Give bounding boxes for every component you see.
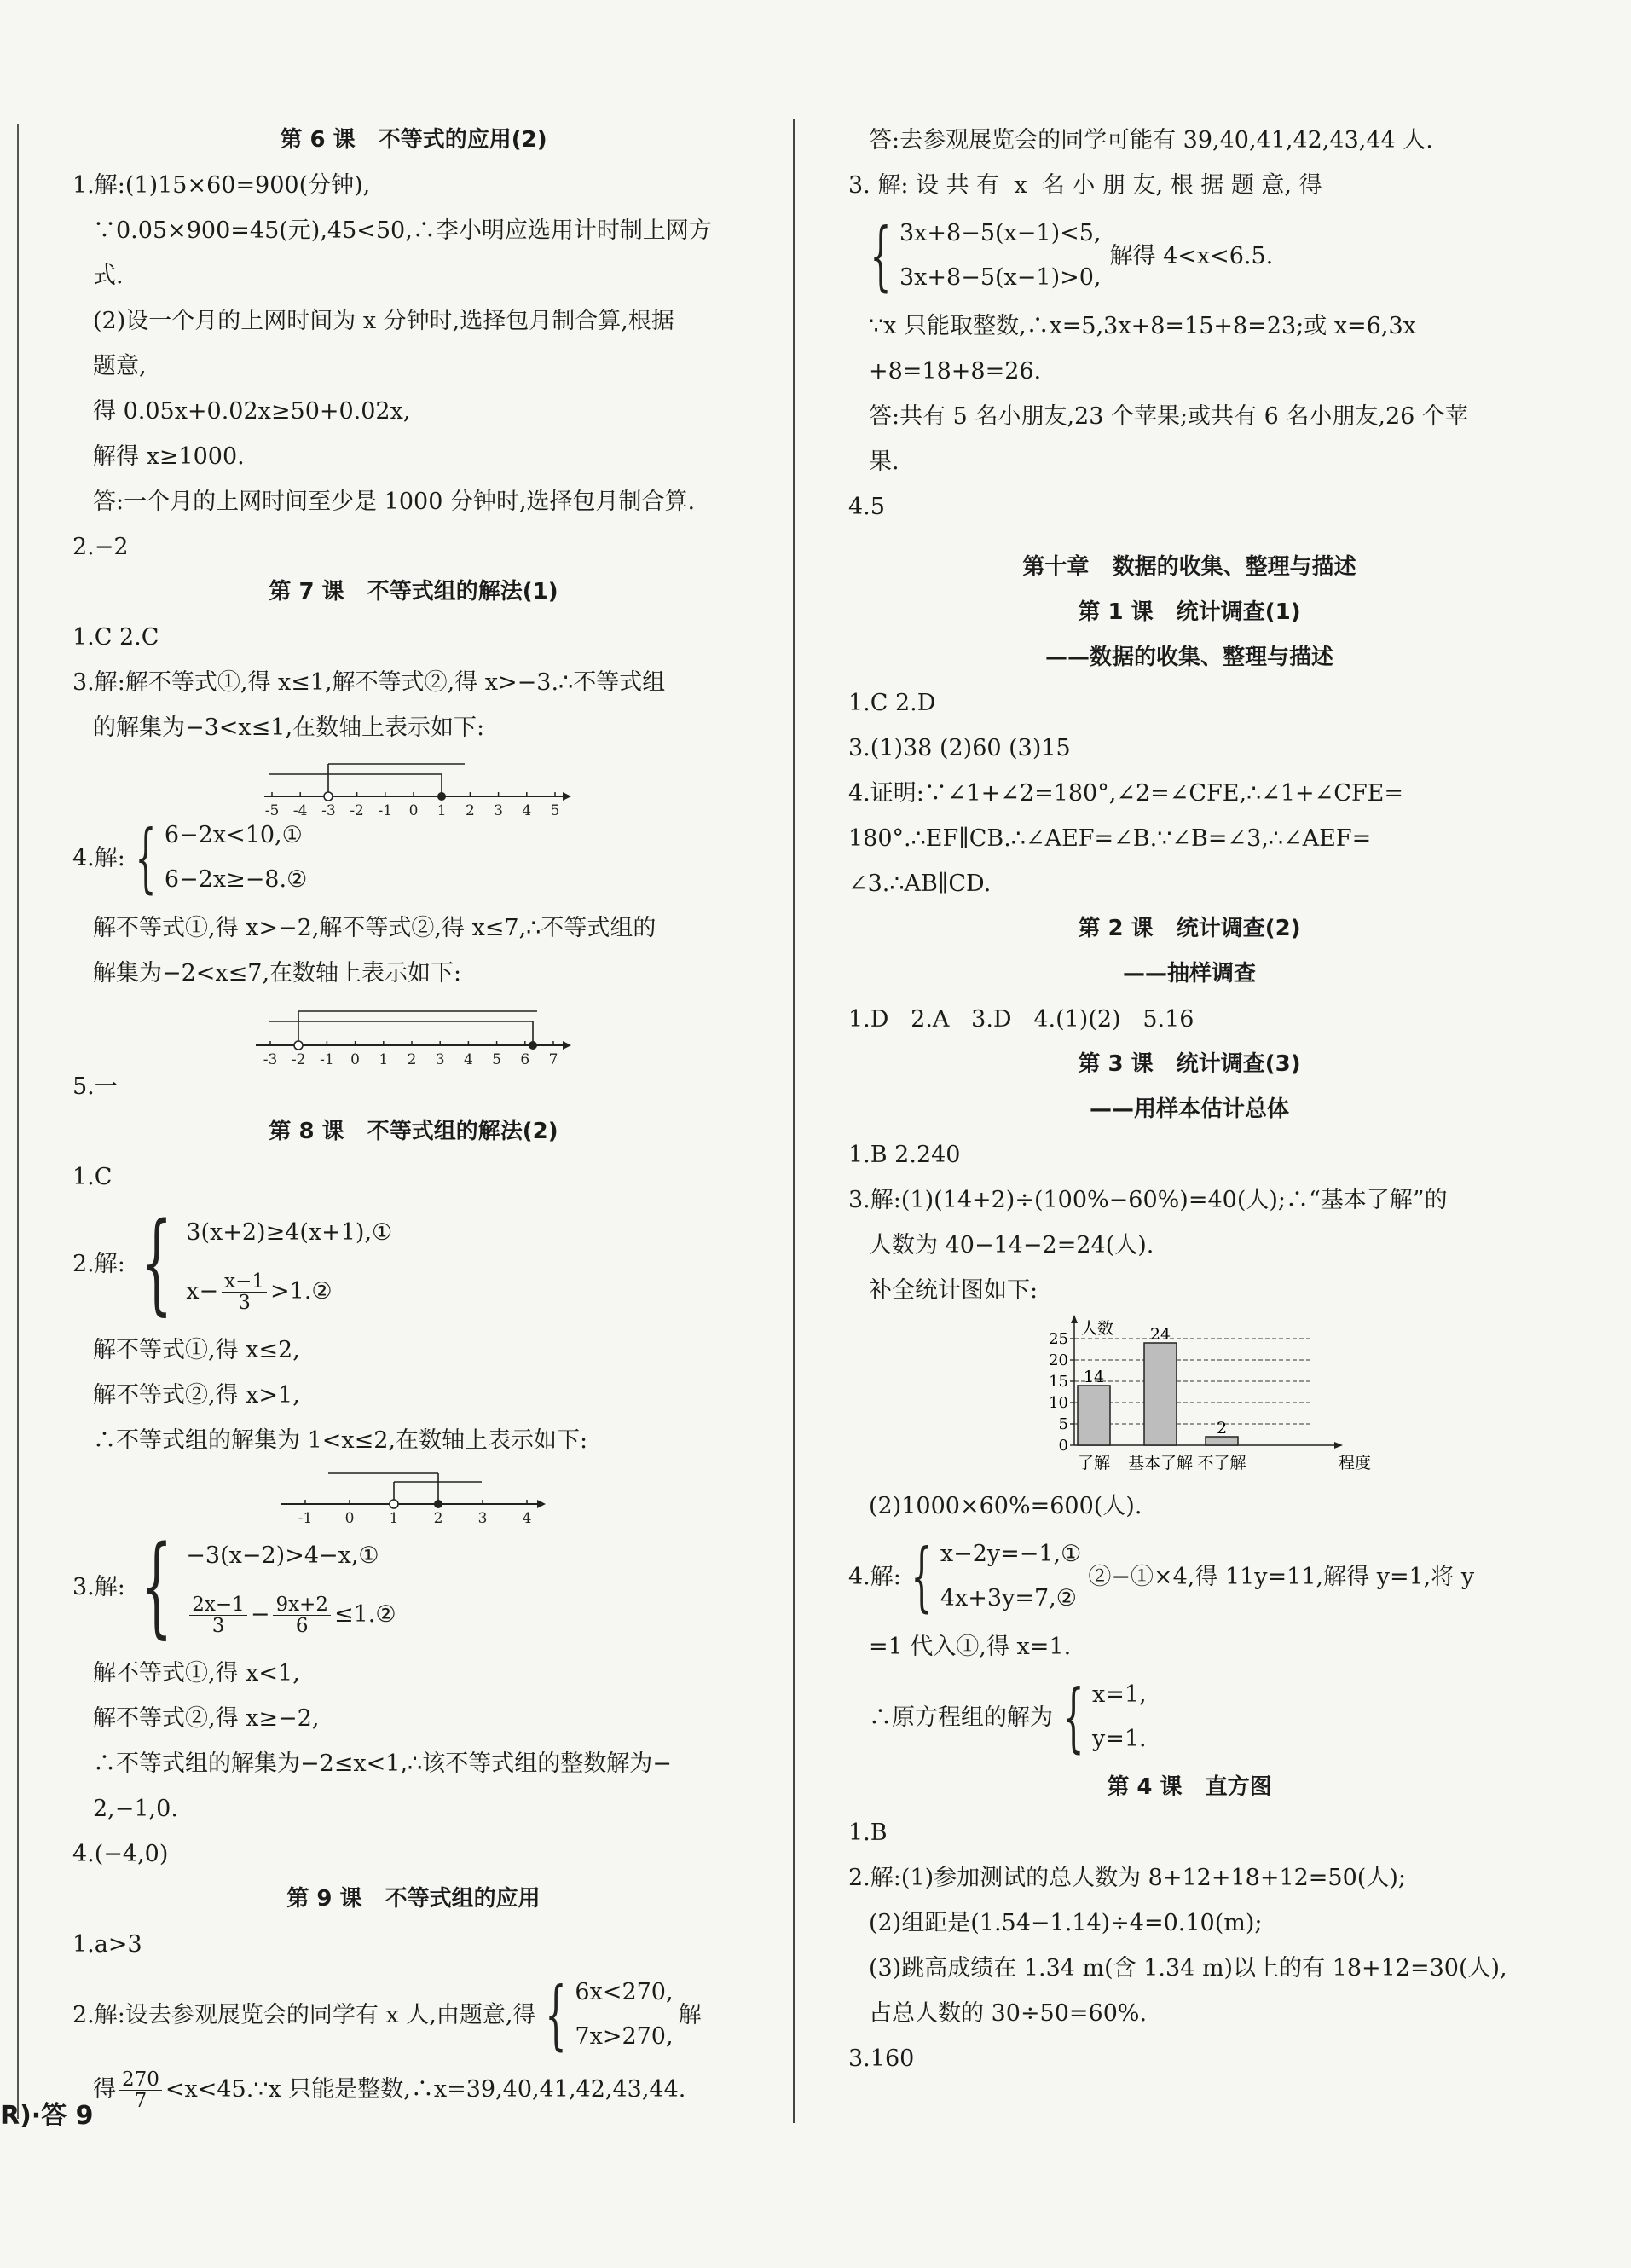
x-axis-label: 程度	[1339, 1454, 1372, 1472]
l8-q2-eq2: x− $\frac{x-1}{3}$ >1.②	[186, 1270, 333, 1315]
r-q3-eq1: 3x+8−5(x−1)<5,	[899, 220, 1102, 246]
l8-q3-system	[72, 1523, 755, 1651]
r-q3-line-b: ∵x 只能取整数,∴x=5,3x+8=15+8=23;或 x=6,3x	[869, 313, 1416, 339]
c4-q1: 1.B	[848, 1820, 888, 1846]
l8-q3-line-a: 解不等式①,得 x<1,	[93, 1660, 300, 1687]
x-category-label: 不了解	[1197, 1454, 1246, 1472]
l7-q4-line-b: 解集为−2<x≤7,在数轴上表示如下:	[93, 960, 462, 986]
c3-q4-prefix: 4.解:	[848, 1563, 901, 1590]
l8-q3-line-b: 解不等式②,得 x≥−2,	[93, 1705, 320, 1732]
l7-q3-line-a: 3.解:解不等式①,得 x≤1,解不等式②,得 x>−3.∴不等式组	[72, 669, 666, 696]
c3-subtitle: ——用样本估计总体	[1089, 1096, 1289, 1122]
c1-title: 第 1 课 统计调查(1)	[1078, 599, 1301, 625]
right-column	[848, 118, 1530, 2081]
l8-q4: 4.(−4,0)	[72, 1841, 169, 1867]
l6-q1-line-e: 题意,	[93, 353, 147, 379]
number-line-3-tick-label: 3	[477, 1510, 488, 1527]
l7-q4-eq2: 6−2x≥−8.②	[164, 866, 308, 893]
lesson-7-title: 第 7 课 不等式组的解法(1)	[269, 579, 558, 605]
l8-q2-system	[72, 1200, 755, 1328]
bar-value-label: 14	[1083, 1368, 1105, 1386]
c3-q4-solution-prefix: ∴原方程组的解为	[869, 1704, 1053, 1731]
c3-q4-eq1: x−2y=−1,①	[940, 1541, 1082, 1567]
c3-q3-line-c: 补全统计图如下:	[869, 1277, 1038, 1304]
l7-q4-eq1: 6−2x<10,①	[164, 822, 303, 848]
number-line-3-tick-label: -1	[298, 1510, 313, 1527]
l8-q1: 1.C	[72, 1164, 113, 1190]
l7-q1-q2: 1.C 2.C	[72, 624, 159, 651]
brace-icon: {	[911, 1532, 933, 1620]
l6-q1-line-f: 得 0.05x+0.02x≥50+0.02x,	[93, 398, 411, 425]
number-line-3-tick-label: 0	[344, 1510, 355, 1527]
number-line-2-tick-label: 7	[548, 1051, 558, 1068]
x-category-label: 了解	[1077, 1454, 1111, 1472]
l6-q1-line-g: 解得 x≥1000.	[93, 443, 245, 470]
number-line-1-tick-label: 3	[494, 802, 504, 819]
c3-q4-line-b: =1 代入①,得 x=1.	[869, 1634, 1072, 1660]
l6-q1-line-c: 式.	[93, 263, 124, 289]
r-q3-system	[848, 208, 1530, 304]
c1-q4-line-b: 180°.∴EF∥CB.∴∠AEF=∠B.∵∠B=∠3,∴∠AEF=	[848, 825, 1372, 852]
number-line-2	[72, 996, 755, 1068]
l8-q3-eq1: −3(x−2)>4−x,①	[186, 1542, 379, 1569]
brace-icon: {	[141, 1523, 172, 1650]
number-line-1-tick-label: -1	[378, 802, 393, 819]
l8-q2-eq1: 3(x+2)≥4(x+1),①	[186, 1218, 393, 1246]
l9-q2-prefix: 2.解:设去参观展览会的同学有 x 人,由题意,得	[72, 2001, 536, 2028]
l9-q2-eq2: 7x>270,	[575, 2023, 674, 2050]
x-category-label: 基本了解	[1127, 1454, 1194, 1472]
r-q4: 4.5	[848, 494, 885, 520]
bar-不了解	[1206, 1437, 1238, 1445]
l8-q3-line-c: ∴不等式组的解集为−2≤x<1,∴该不等式组的整数解为−	[93, 1750, 672, 1777]
number-line-2-tick-label: 4	[463, 1051, 473, 1068]
number-line-1-tick-label: 1	[437, 802, 447, 819]
number-line-1-tick-label: 2	[465, 802, 475, 819]
y-tick-label: 25	[1049, 1330, 1068, 1348]
number-line-1-tick-label: -4	[292, 802, 308, 819]
c1-q3: 3.(1)38 (2)60 (3)15	[848, 735, 1071, 761]
y-axis-label: 人数	[1081, 1319, 1114, 1338]
number-line-3-tick-label: 2	[433, 1510, 443, 1527]
number-line-1-tick-label: 4	[522, 802, 532, 819]
l8-q3-line-d: 2,−1,0.	[93, 1796, 178, 1822]
y-tick-label: 0	[1058, 1437, 1068, 1455]
c3-q4-system	[848, 1529, 1530, 1624]
l9-q2-eq1: 6x<270,	[575, 1979, 674, 2005]
number-line-2-tick-label: 0	[350, 1051, 361, 1068]
c3-q4-post: ②−①×4,得 11y=11,解得 y=1,将 y	[1088, 1563, 1475, 1590]
l8-q3-eq2: $\frac{2x-1}{3}$ − $\frac{9x+2}{6}$ ≤1.②	[186, 1594, 396, 1636]
l6-q1-line-h: 答:一个月的上网时间至少是 1000 分钟时,选择包月制合算.	[93, 489, 696, 515]
c2-answers: 1.D 2.A 3.D 4.(1)(2) 5.16	[848, 1006, 1194, 1033]
r-q3-line-d: 答:共有 5 名小朋友,23 个苹果;或共有 6 名小朋友,26 个苹	[869, 403, 1468, 430]
l6-q2: 2.−2	[72, 534, 129, 560]
number-line-3-tick-label: 4	[522, 1510, 532, 1527]
c3-q3-line-b: 人数为 40−14−2=24(人).	[869, 1232, 1154, 1258]
c4-title: 第 4 课 直方图	[1107, 1774, 1272, 1800]
number-line-1-tick-label: -5	[264, 802, 280, 819]
number-line-2-tick-label: 5	[492, 1051, 502, 1068]
number-line-2-tick-label: 2	[407, 1051, 417, 1068]
c4-q2-line-b: (2)组距是(1.54−1.14)÷4=0.10(m);	[869, 1910, 1263, 1936]
r-q3-line-e: 果.	[869, 448, 899, 475]
l9-q2-system	[72, 1967, 755, 2063]
l6-q1-line-a: 1.解:(1)15×60=900(分钟),	[72, 172, 371, 199]
l8-q2-line-c: ∴不等式组的解集为 1<x≤2,在数轴上表示如下:	[93, 1427, 588, 1454]
l9-q2-answer: 答:去参观展览会的同学可能有 39,40,41,42,43,44 人.	[869, 127, 1433, 153]
c4-q2-line-a: 2.解:(1)参加测试的总人数为 8+12+18+12=50(人);	[848, 1865, 1406, 1891]
l8-q2-line-a: 解不等式①,得 x≤2,	[93, 1337, 300, 1363]
brace-icon: {	[141, 1200, 172, 1327]
l8-q2-prefix: 2.解:	[72, 1250, 125, 1277]
c1-q4-line-a: 4.证明:∵∠1+∠2=180°,∠2=∠CFE,∴∠1+∠CFE=	[848, 780, 1404, 807]
c4-q3: 3.160	[848, 2045, 915, 2072]
c3-q4-eq2: 4x+3y=7,②	[940, 1585, 1077, 1611]
bar-chart	[848, 1313, 1530, 1484]
bar-value-label: 2	[1216, 1419, 1228, 1438]
brace-icon: {	[870, 211, 892, 299]
bar-value-label: 24	[1149, 1325, 1171, 1344]
y-tick-label: 5	[1058, 1415, 1068, 1433]
l9-q1: 1.a>3	[72, 1931, 142, 1958]
brace-icon: {	[1062, 1673, 1084, 1761]
l6-q1-line-d: (2)设一个月的上网时间为 x 分钟时,选择包月制合算,根据	[93, 308, 674, 334]
y-tick-label: 15	[1049, 1373, 1068, 1391]
left-margin-rule	[17, 124, 19, 2119]
c3-q4-solution	[848, 1669, 1530, 1765]
c3-q4-sol2: y=1.	[1092, 1726, 1147, 1752]
number-line-3	[72, 1463, 755, 1527]
c1-q4-line-c: ∠3.∴AB∥CD.	[848, 871, 992, 897]
number-line-2-tick-label: 1	[379, 1051, 389, 1068]
bar-了解	[1078, 1386, 1110, 1445]
y-axis-arrow	[1071, 1315, 1078, 1323]
l9-q2-post: 解	[678, 2001, 702, 2028]
number-line-1-tick-label: -3	[321, 802, 336, 819]
number-line-3-tick-label: 1	[389, 1510, 399, 1527]
bar-基本了解	[1144, 1343, 1177, 1445]
r-q3-eq2: 3x+8−5(x−1)>0,	[899, 264, 1102, 291]
number-line-1-tick-label: 5	[550, 802, 560, 819]
left-column	[72, 118, 755, 2117]
l7-q4-line-a: 解不等式①,得 x>−2,解不等式②,得 x≤7,∴不等式组的	[93, 915, 656, 941]
l7-q4-system	[72, 810, 755, 905]
l7-q3-line-b: 的解集为−3<x≤1,在数轴上表示如下:	[93, 715, 485, 741]
c1-subtitle: ——数据的收集、整理与描述	[1044, 645, 1333, 670]
r-q3-post: 解得 4<x<6.5.	[1109, 242, 1274, 269]
l8-q2-line-b: 解不等式②,得 x>1,	[93, 1382, 300, 1409]
c4-q2-line-c: (3)跳高成绩在 1.34 m(含 1.34 m)以上的有 18+12=30(人),	[869, 1955, 1507, 1982]
y-tick-label: 10	[1049, 1394, 1068, 1412]
c3-q3-line-d: (2)1000×60%=600(人).	[869, 1493, 1142, 1519]
page-footer: R)·答 9	[0, 2101, 94, 2131]
lesson-9-title: 第 9 课 不等式组的应用	[286, 1886, 541, 1912]
c2-title: 第 2 课 统计调查(2)	[1078, 916, 1301, 941]
number-line-2-tick-label: -1	[320, 1051, 334, 1068]
l6-q1-line-b: ∵0.05×900=45(元),45<50,∴李小明应选用计时制上网方	[93, 217, 712, 244]
number-line-2-tick-label: -3	[263, 1051, 278, 1068]
number-line-2-tick-label: 6	[520, 1051, 530, 1068]
c4-q2-line-d: 占总人数的 30÷50=60%.	[869, 2000, 1148, 2027]
l7-q4-prefix: 4.解:	[72, 844, 125, 871]
y-tick-label: 20	[1049, 1351, 1068, 1369]
c3-title: 第 3 课 统计调查(3)	[1078, 1051, 1301, 1077]
l8-q3-prefix: 3.解:	[72, 1573, 125, 1600]
c2-subtitle: ——抽样调查	[1122, 961, 1256, 986]
c1-q1-q2: 1.C 2.D	[848, 690, 936, 716]
number-line-1-tick-label: 0	[408, 802, 419, 819]
number-line-2-tick-label: -2	[291, 1051, 306, 1068]
r-q3-line-a: 3. 解: 设 共 有 x 名 小 朋 友, 根 据 题 意, 得	[848, 172, 1322, 199]
c3-q1-q2: 1.B 2.240	[848, 1142, 961, 1168]
c3-q4-sol1: x=1,	[1092, 1681, 1147, 1708]
x-axis-arrow	[1334, 1442, 1343, 1449]
column-divider	[793, 119, 795, 2123]
l9-q2-line-b: 得 $\frac{270}{7}$ <x<45.∵x 只能是整数,∴x=39,40,41,42,43,44.	[93, 2068, 686, 2112]
brace-icon: {	[135, 813, 157, 901]
l7-q5: 5.一	[72, 1073, 118, 1100]
lesson-8-title: 第 8 课 不等式组的解法(2)	[269, 1119, 558, 1144]
lesson-6-title: 第 6 课 不等式的应用(2)	[280, 127, 547, 153]
chapter-10-title: 第十章 数据的收集、整理与描述	[1022, 554, 1356, 580]
number-line-1-tick-label: -2	[350, 802, 364, 819]
brace-icon: {	[545, 1970, 568, 2058]
number-line-2-tick-label: 3	[435, 1051, 445, 1068]
c3-q3-line-a: 3.解:(1)(14+2)÷(100%−60%)=40(人);∴“基本了解”的	[848, 1187, 1448, 1213]
number-line-1	[72, 750, 755, 819]
r-q3-line-c: +8=18+8=26.	[869, 358, 1042, 385]
